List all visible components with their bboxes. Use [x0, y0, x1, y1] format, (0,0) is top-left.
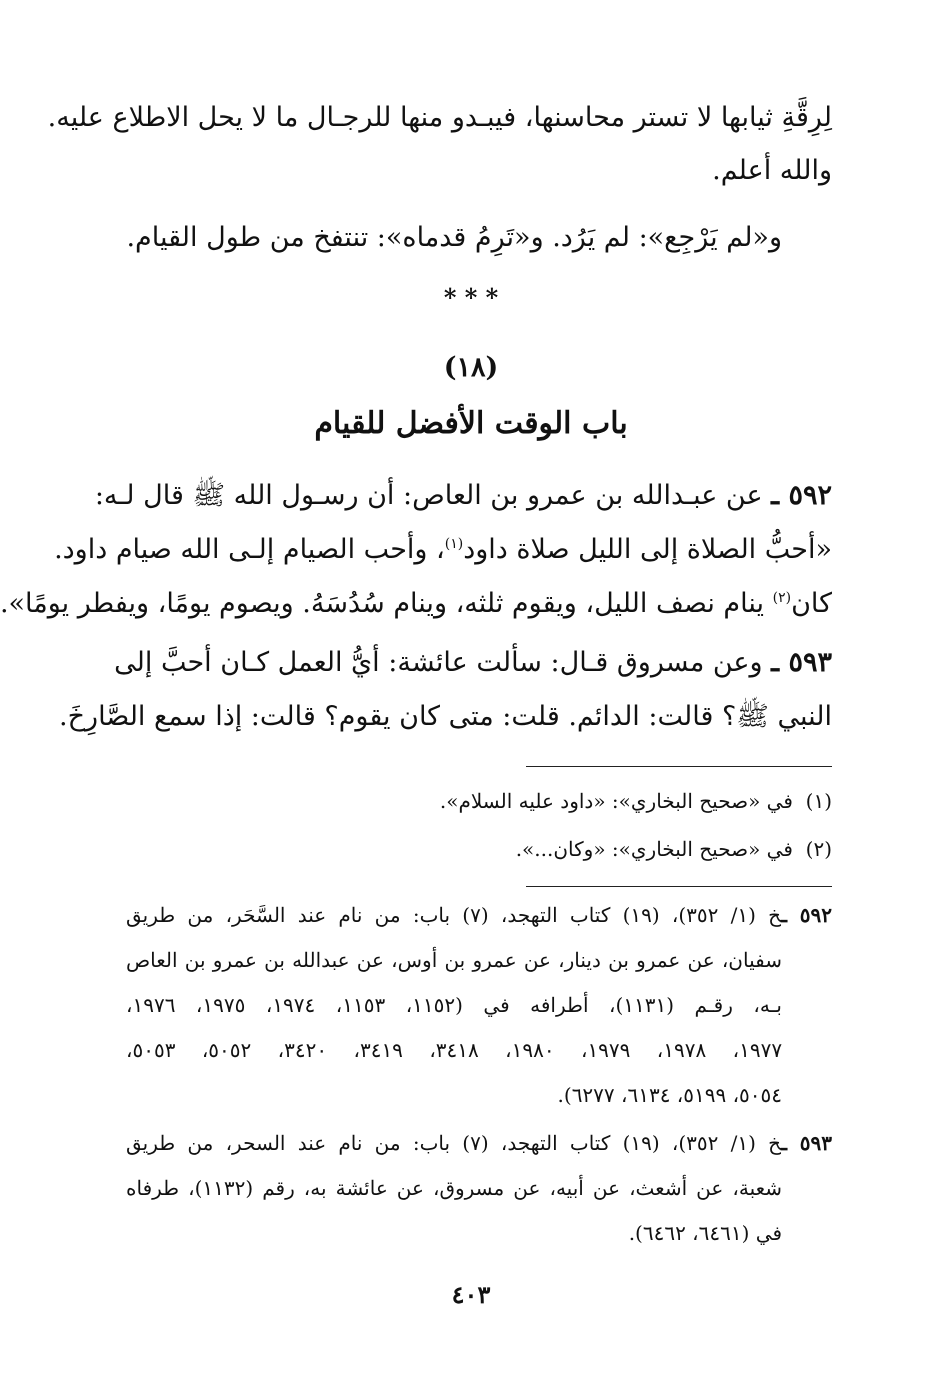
- takhrij-592-line-3: بـه، رقـم (١١٣١)، أطرافه في (١١٥٢، ١١٥٣، ١٩٧٤، ١٩٧٥، ١٩٧٦،: [126, 993, 783, 1017]
- hadith-593-line-2: النبي ﷺ؟ قالت: الدائم. قلت: متى كان يقوم؟ قالت: إذا سمع الصَّارِخَ.: [59, 701, 832, 732]
- footnote-1: (١) في «صحيح البخاري»: «داود عليه السلام».: [439, 789, 832, 813]
- footnote-ref-1[interactable]: (١): [444, 536, 464, 552]
- hadith-592-line-2: «أحبُّ الصلاة إلى الليل صلاة داود$^{(١)}$، وأحب الصيام إلـى الله صيام داود.: [54, 534, 832, 565]
- chapter-number: (١٨): [443, 352, 499, 383]
- hadith-592-line-3: كان$^{(٢)}$ ينام نصف الليل، ويقوم ثلثه، وينام سُدُسَهُ. ويصوم يومًا، ويفطر يومًا».: [0, 588, 832, 619]
- footnote-2: (٢) في «صحيح البخاري»: «وكان...».: [515, 837, 832, 861]
- takhrij-592-line-4: ١٩٧٧، ١٩٧٨، ١٩٧٩، ١٩٨٠، ٣٤١٨، ٣٤١٩، ٣٤٢٠، ٥٠٥٢، ٥٠٥٣،: [126, 1038, 783, 1062]
- footnote-ref-2[interactable]: (٢): [772, 590, 792, 606]
- hadith-593-line-1: ٥٩٣ ـ وعن مسروق قـال: سألت عائشة: أيُّ العمل كـان أحبَّ إلى: [114, 647, 832, 678]
- takhrij-592-line-5: ٥٠٥٤، ٥١٩٩، ٦١٣٤، ٦٢٧٧).: [557, 1083, 782, 1107]
- takhrij-592-line-2: سفيان، عن عمرو بن دينار، عن عمرو بن أوس، عن عبدالله بن عمرو بن العاص: [126, 948, 782, 972]
- intro-line-2: والله أعلم.: [712, 155, 832, 186]
- takhrij-number: ٥٩٢ ـ: [781, 903, 832, 927]
- section-separator: * * *: [443, 283, 499, 312]
- hadith-number: ٥٩٢ ـ: [771, 480, 832, 511]
- page-number: ٤٠٣: [451, 1280, 491, 1309]
- hadith-592-line-1: ٥٩٢ ـ عن عبـدالله بن عمرو بن العاص: أن رسـول الله ﷺ قال لـه:: [94, 480, 832, 511]
- takhrij-divider: [526, 886, 832, 887]
- chapter-title: باب الوقت الأفضل للقيام: [314, 406, 628, 441]
- footnote-divider: [526, 766, 832, 767]
- takhrij-593-line-3: في (٦٤٦١، ٦٤٦٢).: [628, 1221, 782, 1245]
- takhrij-number: ٥٩٣ ـ: [781, 1131, 832, 1155]
- takhrij-593-line-1: ٥٩٣ ـخ (١/ ٣٥٢)، (١٩) كتاب التهجد، (٧) باب: من نام عند السحر، من طريق: [126, 1131, 832, 1155]
- takhrij-592-line-1: ٥٩٢ ـخ (١/ ٣٥٢)، (١٩) كتاب التهجد، (٧) باب: من نام عند السَّحَر، من طريق: [126, 903, 832, 927]
- intro-line-3: و«لم يَرْجِع»: لم يَرُد. و«تَرِمُ قدماه»: تنتفخ من طول القيام.: [126, 222, 782, 253]
- intro-line-1: لِرِقَّةِ ثيابها لا تستر محاسنها، فيبـدو منها للرجـال ما لا يحل الاطلاع عليه.: [47, 102, 832, 133]
- hadith-number: ٥٩٣ ـ: [771, 647, 832, 678]
- takhrij-593-line-2: شعبة، عن أشعث، عن أبيه، عن مسروق، عن عائشة به، رقم (١١٣٢)، طرفاه: [126, 1176, 783, 1200]
